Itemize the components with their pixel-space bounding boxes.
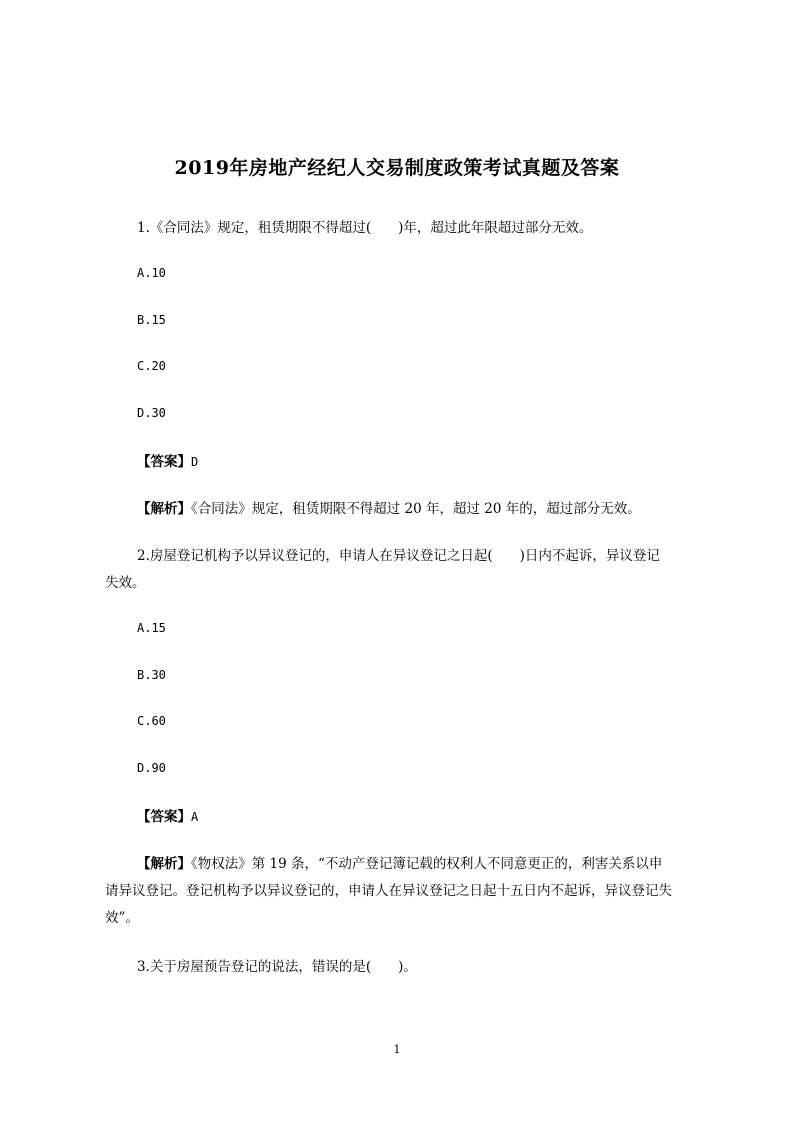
question-2-analysis-line-1 [137, 852, 662, 872]
question-3-stem: 3.关于房屋预告登记的说法，错误的是( )。 [137, 959, 417, 975]
question-2-option-b: B.30 [137, 668, 166, 682]
question-1-option-d: D.30 [137, 406, 166, 420]
question-1-stem: 1.《合同法》规定，租赁期限不得超过( )年，超过此年限超过部分无效。 [137, 220, 593, 236]
analysis-label: 【解析】 [137, 856, 191, 872]
question-2-answer [137, 805, 198, 825]
analysis-text: 《合同法》规定，租赁期限不得超过 20 年，超过 20 年的，超过部分无效。 [191, 501, 641, 517]
question-2-analysis-line-2: 请异议登记。登记机构予以异议登记的，申请人在异议登记之日起十五日内不起诉，异议登记失 [105, 883, 672, 899]
question-2-option-a: A.15 [137, 621, 166, 635]
question-1-analysis [137, 497, 641, 517]
answer-label: 【答案】 [137, 809, 191, 825]
answer-value: A [191, 810, 199, 824]
question-1-option-c: C.20 [137, 359, 166, 373]
document-title: 2019年房地产经纪人交易制度政策考试真题及答案 [174, 157, 620, 179]
question-2-stem-line-2: 失效。 [105, 575, 146, 591]
question-1-answer [137, 450, 198, 470]
question-2-option-d: D.90 [137, 761, 166, 775]
question-1-option-a: A.10 [137, 266, 166, 280]
answer-value: D [191, 455, 199, 469]
question-2-option-c: C.60 [137, 714, 166, 728]
analysis-label: 【解析】 [137, 501, 191, 517]
question-2-analysis-line-3: 效”。 [105, 910, 139, 926]
answer-label: 【答案】 [137, 454, 191, 470]
question-1-option-b: B.15 [137, 313, 166, 327]
page-number: 1 [393, 1043, 401, 1056]
question-2-stem-line-1: 2.房屋登记机构予以异议登记的，申请人在异议登记之日起( )日内不起诉，异议登记 [137, 548, 660, 564]
analysis-text: 《物权法》第 19 条，“不动产登记簿记载的权利人不同意更正的，利害关系以申 [191, 856, 663, 872]
